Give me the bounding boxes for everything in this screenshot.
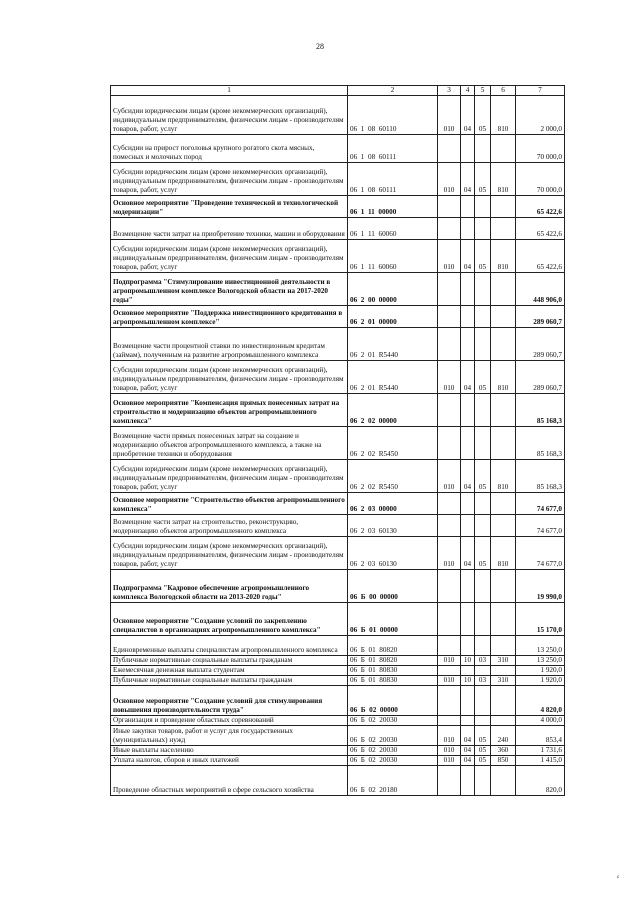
- expense-type-cell: 360: [491, 746, 516, 756]
- subsection-code-cell: 03: [475, 656, 491, 666]
- amount-cell: 820,0: [516, 766, 565, 796]
- amount-cell: 13 250,0: [516, 656, 565, 666]
- row-name-cell: Субсидии на прирост поголовья крупного рогатого скота мясных, помесных и молочных пород: [111, 135, 348, 163]
- table-row: [111, 218, 565, 240]
- expense-type-cell: 240: [491, 726, 516, 746]
- section-code-cell: 04: [461, 163, 475, 196]
- section-code-cell: [461, 273, 475, 306]
- ministry-code-cell: 010: [438, 537, 461, 570]
- expense-type-cell: [491, 686, 516, 716]
- ministry-code-cell: [438, 636, 461, 656]
- subsection-code-cell: 05: [475, 537, 491, 570]
- row-name-cell: Ежемесячная денежная выплата студентам: [111, 666, 348, 676]
- expense-type-cell: 810: [491, 361, 516, 394]
- ministry-code-cell: 010: [438, 746, 461, 756]
- ministry-code-cell: 010: [438, 163, 461, 196]
- amount-cell: 289 060,7: [516, 361, 565, 394]
- table-row: [111, 726, 565, 746]
- amount-cell: 74 677,0: [516, 493, 565, 515]
- subsection-code-cell: [475, 603, 491, 636]
- budget-code-cell: 06 1 08 60111: [348, 163, 438, 196]
- expense-type-cell: [491, 135, 516, 163]
- amount-cell: 1 920,0: [516, 676, 565, 686]
- amount-cell: 85 168,3: [516, 394, 565, 427]
- row-name-cell: Проведение областных мероприятий в сфере сельского хозяйства: [111, 766, 348, 796]
- expense-type-cell: [491, 716, 516, 726]
- table-row: [111, 273, 565, 306]
- budget-code-cell: 06 2 03 00000: [348, 493, 438, 515]
- subsection-code-cell: [475, 273, 491, 306]
- expense-type-cell: 310: [491, 656, 516, 666]
- table-row: [111, 766, 565, 796]
- subsection-code-cell: [475, 306, 491, 328]
- row-name-cell: Основное мероприятие "Строительство объектов агропромышленного комплекса": [111, 493, 348, 515]
- section-code-cell: 04: [461, 96, 475, 135]
- ministry-code-cell: [438, 273, 461, 306]
- amount-cell: 70 000,0: [516, 135, 565, 163]
- budget-code-cell: 06 2 01 R5440: [348, 361, 438, 394]
- scan-mark: ʻ: [616, 872, 620, 886]
- budget-code-cell: 06 2 03 60130: [348, 515, 438, 537]
- subsection-code-cell: 05: [475, 726, 491, 746]
- header-cell: 1: [111, 86, 348, 96]
- table-row: [111, 666, 565, 676]
- row-name-cell: Субсидии юридическим лицам (кроме некоммерческих организаций), индивидуальным предпринимателям, физическим лицам - производителям товаров, работ, услуг: [111, 240, 348, 273]
- table-row: [111, 306, 565, 328]
- budget-code-cell: 06 Б 01 00000: [348, 603, 438, 636]
- expense-type-cell: 810: [491, 240, 516, 273]
- expense-type-cell: [491, 273, 516, 306]
- budget-code-cell: 06 1 11 60060: [348, 218, 438, 240]
- section-code-cell: 04: [461, 460, 475, 493]
- expense-type-cell: [491, 666, 516, 676]
- ministry-code-cell: [438, 666, 461, 676]
- budget-code-cell: 06 2 02 R5450: [348, 460, 438, 493]
- section-code-cell: [461, 766, 475, 796]
- table-row: [111, 240, 565, 273]
- subsection-code-cell: [475, 716, 491, 726]
- subsection-code-cell: [475, 636, 491, 656]
- section-code-cell: [461, 427, 475, 460]
- amount-cell: 1 731,6: [516, 746, 565, 756]
- amount-cell: 448 906,0: [516, 273, 565, 306]
- amount-cell: 289 060,7: [516, 328, 565, 361]
- amount-cell: 65 422,6: [516, 218, 565, 240]
- subsection-code-cell: 05: [475, 96, 491, 135]
- table-row: [111, 135, 565, 163]
- ministry-code-cell: [438, 716, 461, 726]
- ministry-code-cell: [438, 603, 461, 636]
- subsection-code-cell: 03: [475, 676, 491, 686]
- amount-cell: 15 170,0: [516, 603, 565, 636]
- section-code-cell: [461, 493, 475, 515]
- header-cell: 7: [516, 86, 565, 96]
- row-name-cell: Субсидии юридическим лицам (кроме некоммерческих организаций), индивидуальным предпринимателям, физическим лицам - производителям товаров, работ, услуг: [111, 96, 348, 135]
- expense-type-cell: 310: [491, 676, 516, 686]
- subsection-code-cell: 05: [475, 460, 491, 493]
- budget-code-cell: 06 1 11 60060: [348, 240, 438, 273]
- expense-type-cell: [491, 493, 516, 515]
- section-code-cell: [461, 394, 475, 427]
- row-name-cell: Основное мероприятие "Поддержка инвестиционного кредитования в агропромышленном комплексе": [111, 306, 348, 328]
- table-row: [111, 515, 565, 537]
- amount-cell: 2 000,0: [516, 96, 565, 135]
- row-name-cell: Иные выплаты населению: [111, 746, 348, 756]
- table-row: [111, 636, 565, 656]
- section-code-cell: [461, 603, 475, 636]
- expense-type-cell: 810: [491, 460, 516, 493]
- table-row: [111, 716, 565, 726]
- section-code-cell: 04: [461, 240, 475, 273]
- row-name-cell: Публичные нормативные социальные выплаты гражданам: [111, 656, 348, 666]
- amount-cell: 1 415,0: [516, 756, 565, 766]
- subsection-code-cell: 05: [475, 361, 491, 394]
- section-code-cell: [461, 716, 475, 726]
- ministry-code-cell: 010: [438, 361, 461, 394]
- row-name-cell: Основное мероприятие "Компенсация прямых понесенных затрат на строительство и модернизацию объектов агропромышленного комплекса": [111, 394, 348, 427]
- header-cell: 3: [438, 86, 461, 96]
- row-name-cell: Подпрограмма "Стимулирование инвестиционной деятельности в агропромышленном комплексе Вологодской области на 2017-2020 годы": [111, 273, 348, 306]
- row-name-cell: Основное мероприятие "Проведение технической и технологической модернизации": [111, 196, 348, 218]
- expense-type-cell: [491, 328, 516, 361]
- amount-cell: 853,4: [516, 726, 565, 746]
- ministry-code-cell: [438, 515, 461, 537]
- table-row: [111, 460, 565, 493]
- subsection-code-cell: 05: [475, 240, 491, 273]
- expense-type-cell: 810: [491, 537, 516, 570]
- expense-type-cell: [491, 394, 516, 427]
- budget-code-cell: 06 1 11 00000: [348, 196, 438, 218]
- section-code-cell: 04: [461, 537, 475, 570]
- ministry-code-cell: [438, 218, 461, 240]
- expense-type-cell: [491, 603, 516, 636]
- budget-table: [110, 85, 565, 796]
- row-name-cell: Возмещение части затрат на приобретение техники, машин и оборудования: [111, 218, 348, 240]
- expense-type-cell: [491, 218, 516, 240]
- section-code-cell: [461, 218, 475, 240]
- page-number: 28: [316, 42, 324, 51]
- ministry-code-cell: 010: [438, 656, 461, 666]
- amount-cell: 65 422,6: [516, 240, 565, 273]
- table-row: [111, 394, 565, 427]
- budget-code-cell: 06 1 08 60111: [348, 135, 438, 163]
- section-code-cell: [461, 636, 475, 656]
- row-name-cell: Основное мероприятие "Создание условий для стимулирования повышения производительности труда": [111, 686, 348, 716]
- ministry-code-cell: [438, 766, 461, 796]
- table-row: [111, 603, 565, 636]
- subsection-code-cell: [475, 427, 491, 460]
- section-code-cell: [461, 515, 475, 537]
- budget-code-cell: 06 Б 01 80830: [348, 676, 438, 686]
- expense-type-cell: 810: [491, 163, 516, 196]
- header-cell: 6: [491, 86, 516, 96]
- expense-type-cell: [491, 766, 516, 796]
- amount-cell: 4 820,0: [516, 686, 565, 716]
- expense-type-cell: [491, 427, 516, 460]
- budget-code-cell: 06 Б 00 00000: [348, 570, 438, 603]
- expense-type-cell: [491, 636, 516, 656]
- header-row: [111, 86, 565, 96]
- subsection-code-cell: [475, 766, 491, 796]
- budget-code-cell: 06 Б 01 80820: [348, 636, 438, 656]
- budget-code-cell: 06 1 08 60110: [348, 96, 438, 135]
- table-row: [111, 756, 565, 766]
- subsection-code-cell: [475, 394, 491, 427]
- expense-type-cell: [491, 570, 516, 603]
- subsection-code-cell: 05: [475, 756, 491, 766]
- subsection-code-cell: [475, 493, 491, 515]
- subsection-code-cell: [475, 196, 491, 218]
- amount-cell: 289 060,7: [516, 306, 565, 328]
- expense-type-cell: 850: [491, 756, 516, 766]
- section-code-cell: [461, 666, 475, 676]
- section-code-cell: 04: [461, 756, 475, 766]
- ministry-code-cell: [438, 570, 461, 603]
- table-row: [111, 570, 565, 603]
- amount-cell: 74 677,0: [516, 537, 565, 570]
- section-code-cell: [461, 570, 475, 603]
- ministry-code-cell: [438, 493, 461, 515]
- budget-code-cell: 06 2 02 00000: [348, 394, 438, 427]
- table-row: [111, 427, 565, 460]
- amount-cell: 19 990,0: [516, 570, 565, 603]
- table-row: [111, 96, 565, 135]
- table-row: [111, 746, 565, 756]
- budget-code-cell: 06 2 02 R5450: [348, 427, 438, 460]
- ministry-code-cell: [438, 196, 461, 218]
- section-code-cell: [461, 135, 475, 163]
- row-name-cell: Иные закупки товаров, работ и услуг для государственных (муниципальных) нужд: [111, 726, 348, 746]
- ministry-code-cell: [438, 427, 461, 460]
- amount-cell: 1 920,0: [516, 666, 565, 676]
- amount-cell: 85 168,3: [516, 460, 565, 493]
- row-name-cell: Субсидии юридическим лицам (кроме некоммерческих организаций), индивидуальным предпринимателям, физическим лицам - производителям товаров, работ, услуг: [111, 361, 348, 394]
- ministry-code-cell: 010: [438, 240, 461, 273]
- ministry-code-cell: [438, 394, 461, 427]
- ministry-code-cell: [438, 686, 461, 716]
- budget-code-cell: 06 2 00 00000: [348, 273, 438, 306]
- ministry-code-cell: 010: [438, 96, 461, 135]
- section-code-cell: 04: [461, 361, 475, 394]
- table-row: [111, 686, 565, 716]
- amount-cell: 65 422,6: [516, 196, 565, 218]
- budget-code-cell: 06 Б 02 20030: [348, 726, 438, 746]
- ministry-code-cell: 010: [438, 460, 461, 493]
- section-code-cell: 04: [461, 726, 475, 746]
- table-row: [111, 163, 565, 196]
- expense-type-cell: [491, 196, 516, 218]
- ministry-code-cell: 010: [438, 756, 461, 766]
- row-name-cell: Публичные нормативные социальные выплаты гражданам: [111, 676, 348, 686]
- expense-type-cell: [491, 306, 516, 328]
- section-code-cell: [461, 306, 475, 328]
- ministry-code-cell: [438, 306, 461, 328]
- section-code-cell: 04: [461, 746, 475, 756]
- amount-cell: 4 000,0: [516, 716, 565, 726]
- subsection-code-cell: [475, 515, 491, 537]
- budget-code-cell: 06 2 01 00000: [348, 306, 438, 328]
- header-cell: 2: [348, 86, 438, 96]
- subsection-code-cell: [475, 328, 491, 361]
- row-name-cell: Возмещение части процентной ставки по инвестиционным кредитам (займам), полученным на развитие агропромышленного комплекса: [111, 328, 348, 361]
- subsection-code-cell: 05: [475, 746, 491, 756]
- expense-type-cell: [491, 515, 516, 537]
- ministry-code-cell: 010: [438, 726, 461, 746]
- header-cell: 4: [461, 86, 475, 96]
- budget-code-cell: 06 Б 01 80830: [348, 666, 438, 676]
- section-code-cell: [461, 196, 475, 218]
- budget-code-cell: 06 Б 02 20180: [348, 766, 438, 796]
- amount-cell: 70 000,0: [516, 163, 565, 196]
- subsection-code-cell: [475, 686, 491, 716]
- amount-cell: 13 250,0: [516, 636, 565, 656]
- budget-code-cell: 06 Б 02 20030: [348, 746, 438, 756]
- row-name-cell: Единовременные выплаты специалистам агропромышленного комплекса: [111, 636, 348, 656]
- subsection-code-cell: 05: [475, 163, 491, 196]
- expense-type-cell: 810: [491, 96, 516, 135]
- section-code-cell: [461, 686, 475, 716]
- amount-cell: 85 168,3: [516, 427, 565, 460]
- section-code-cell: 10: [461, 676, 475, 686]
- subsection-code-cell: [475, 135, 491, 163]
- section-code-cell: 10: [461, 656, 475, 666]
- table-row: [111, 493, 565, 515]
- row-name-cell: Подпрограмма "Кадровое обеспечение агропромышленного комплекса Вологодской области на 2013-2020 годы": [111, 570, 348, 603]
- budget-code-cell: 06 Б 01 80820: [348, 656, 438, 666]
- amount-cell: 74 677,0: [516, 515, 565, 537]
- row-name-cell: Уплата налогов, сборов и иных платежей: [111, 756, 348, 766]
- budget-code-cell: 06 Б 02 20030: [348, 756, 438, 766]
- table-row: [111, 328, 565, 361]
- row-name-cell: Субсидии юридическим лицам (кроме некоммерческих организаций), индивидуальным предпринимателям, физическим лицам - производителям товаров, работ, услуг: [111, 537, 348, 570]
- ministry-code-cell: [438, 135, 461, 163]
- ministry-code-cell: 010: [438, 676, 461, 686]
- row-name-cell: Субсидии юридическим лицам (кроме некоммерческих организаций), индивидуальным предпринимателям, физическим лицам - производителям товаров, работ, услуг: [111, 163, 348, 196]
- table-row: [111, 676, 565, 686]
- row-name-cell: Организация и проведение областных соревнований: [111, 716, 348, 726]
- section-code-cell: [461, 328, 475, 361]
- subsection-code-cell: [475, 666, 491, 676]
- table-row: [111, 537, 565, 570]
- table-row: [111, 361, 565, 394]
- budget-code-cell: 06 Б 02 20030: [348, 716, 438, 726]
- table-row: [111, 196, 565, 218]
- budget-code-cell: 06 2 01 R5440: [348, 328, 438, 361]
- header-cell: 5: [475, 86, 491, 96]
- subsection-code-cell: [475, 218, 491, 240]
- row-name-cell: Основное мероприятие "Создание условий по закреплению специалистов в организациях агропромышленного комплекса": [111, 603, 348, 636]
- row-name-cell: Возмещение части прямых понесенных затрат на создание и модернизацию объектов агропромышленного комплекса, а также на приобретение техники и оборудования: [111, 427, 348, 460]
- budget-code-cell: 06 2 03 60130: [348, 537, 438, 570]
- subsection-code-cell: [475, 570, 491, 603]
- table-row: [111, 656, 565, 666]
- row-name-cell: Возмещение части затрат на строительство, реконструкцию, модернизацию объектов агропромышленного комплекса: [111, 515, 348, 537]
- ministry-code-cell: [438, 328, 461, 361]
- budget-code-cell: 06 Б 02 00000: [348, 686, 438, 716]
- row-name-cell: Субсидии юридическим лицам (кроме некоммерческих организаций), индивидуальным предпринимателям, физическим лицам - производителям товаров, работ, услуг: [111, 460, 348, 493]
